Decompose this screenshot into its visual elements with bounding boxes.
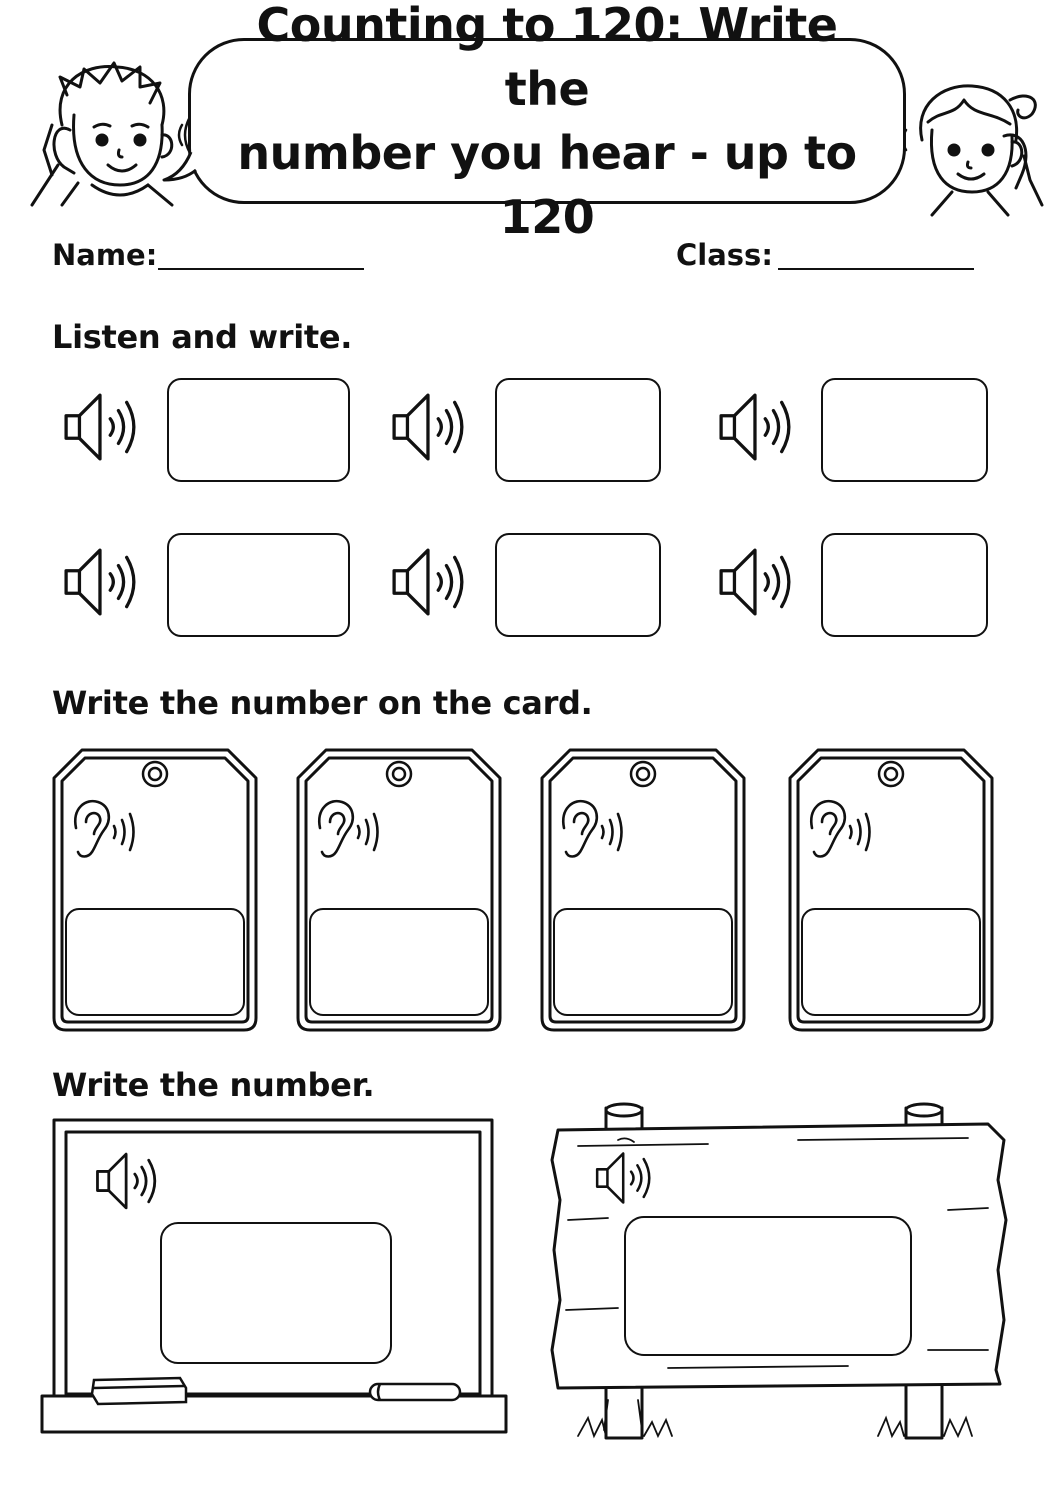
girl-listening-illustration [892, 70, 1052, 220]
speaker-icon[interactable] [390, 543, 468, 621]
answer-box[interactable] [495, 533, 661, 637]
worksheet-title [207, 0, 887, 249]
card-answer-box[interactable] [309, 908, 489, 1016]
chalk-eraser [92, 1378, 186, 1404]
answer-box[interactable] [167, 533, 350, 637]
speaker-icon[interactable] [62, 388, 140, 466]
speaker-icon[interactable] [590, 1148, 658, 1208]
answer-box[interactable] [167, 378, 350, 482]
card-hole [387, 762, 411, 786]
card-answer-box[interactable] [801, 908, 981, 1016]
answer-box[interactable] [821, 533, 988, 637]
speaker-icon[interactable] [90, 1148, 164, 1214]
class-field[interactable] [778, 268, 974, 270]
speech-tail [160, 150, 200, 190]
name-field[interactable] [158, 268, 364, 270]
section-cards-heading: Write the number on the card. [52, 684, 593, 722]
speaker-icon[interactable] [717, 543, 795, 621]
section-write-heading: Write the number. [52, 1066, 375, 1104]
sign-answer-box[interactable] [624, 1216, 912, 1356]
boy-listening-illustration [22, 55, 197, 220]
title-banner [188, 0, 906, 244]
speaker-icon[interactable] [390, 388, 468, 466]
section-listen-heading: Listen and write. [52, 318, 353, 356]
chalkboard-answer-box[interactable] [160, 1222, 392, 1364]
speaker-icon[interactable] [62, 543, 140, 621]
card-hole [879, 762, 903, 786]
card-answer-box[interactable] [553, 908, 733, 1016]
card-hole [143, 762, 167, 786]
card-hole [631, 762, 655, 786]
answer-box[interactable] [495, 378, 661, 482]
speaker-icon[interactable] [717, 388, 795, 466]
name-label: Name: [52, 238, 158, 272]
title-line-1: Counting to 120: Write the [256, 0, 838, 116]
title-line-2: number you hear - up to 120 [237, 126, 857, 244]
chalk-stick [370, 1384, 460, 1400]
class-label: Class: [676, 238, 773, 272]
answer-box[interactable] [821, 378, 988, 482]
card-answer-box[interactable] [65, 908, 245, 1016]
